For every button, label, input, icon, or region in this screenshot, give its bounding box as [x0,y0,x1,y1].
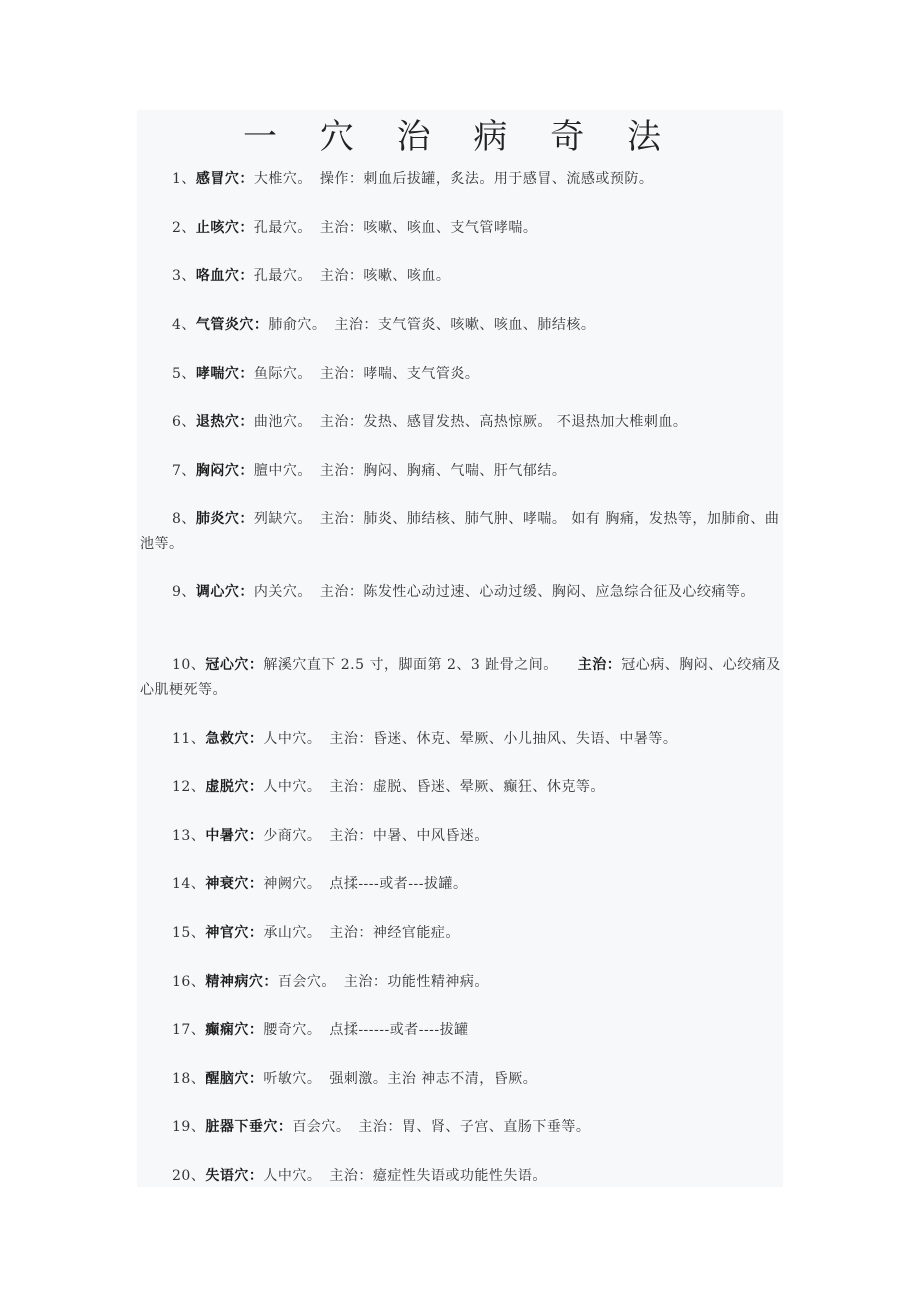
entry-number: 16、 [172,974,206,990]
entry-description: 主治：虚脱、昏迷、晕厥、癫狂、休克等。 [329,779,605,795]
entry-acupoint: 膻中穴。 [253,463,312,479]
entry-number: 11、 [172,731,206,747]
entry-name: 急救穴： [205,731,264,747]
entry-acupoint: 腰奇穴。 [263,1022,322,1038]
entry-acupoint: 解溪穴直下 2.5 寸，脚面第 2、3 趾骨之间。 [263,657,558,673]
entry-description: 主治：胃、肾、子宫、直肠下垂等。 [358,1119,591,1135]
entry-item [140,580,788,605]
entry-acupoint: 列缺穴。 [253,511,312,527]
entry-name: 感冒穴： [195,171,254,187]
entry-number: 7、 [172,463,196,479]
entry-item [140,1018,788,1043]
entry-item [140,264,788,289]
entry-name: 醒脑穴： [205,1071,264,1087]
entry-number: 2、 [172,220,196,236]
entry-number: 5、 [172,366,196,382]
entry-number: 10、 [172,657,206,673]
entry-number: 15、 [172,925,206,941]
entry-number: 18、 [172,1071,206,1087]
entry-item [140,727,788,752]
entry-number: 17、 [172,1022,206,1038]
entry-description: 主治：癔症性失语或功能性失语。 [329,1168,547,1184]
entry-keyword: 主治： [577,657,622,673]
entry-item [140,507,788,557]
entry-acupoint: 鱼际穴。 [253,366,312,382]
entry-item [140,313,788,338]
entry-acupoint: 少商穴。 [263,828,322,844]
entry-acupoint: 内关穴。 [253,584,312,600]
entry-description: 主治：哮喘、支气管炎。 [319,366,480,382]
entry-acupoint: 人中穴。 [263,731,322,747]
entry-description: 主治：支气管炎、咳嗽、咳血、肺结核。 [334,317,596,333]
entry-description: 强刺激。主治 神志不清，昏厥。 [329,1071,538,1087]
entry-acupoint: 听敏穴。 [263,1071,322,1087]
entry-description: 主治：咳嗽、咳血、支气管哮喘。 [319,220,538,236]
entry-item [140,1115,788,1140]
entry-description: 主治：中暑、中风昏迷。 [329,828,489,844]
entry-number: 9、 [172,584,196,600]
entry-name: 退热穴： [195,414,254,430]
entry-number: 13、 [172,828,206,844]
entry-name: 精神病穴： [205,974,278,990]
entry-number: 19、 [172,1119,206,1135]
entry-item [140,1164,788,1189]
entry-number: 20、 [172,1168,206,1184]
entry-name: 冠心穴： [205,657,264,673]
entry-name: 神衰穴： [205,876,264,892]
entry-description: 主治：发热、感冒发热、高热惊厥。 不退热加大椎刺血。 [319,414,688,430]
entry-item [140,1067,788,1092]
entry-acupoint: 承山穴。 [263,925,322,941]
entry-description: 主治：功能性精神病。 [343,974,489,990]
entry-acupoint: 孔最穴。 [253,220,312,236]
entry-item [140,872,788,897]
entry-name: 肺炎穴： [195,511,254,527]
entry-acupoint: 神阙穴。 [263,876,322,892]
entry-acupoint: 肺俞穴。 [268,317,327,333]
entry-name: 咯血穴： [195,268,254,284]
entry-acupoint: 曲池穴。 [253,414,312,430]
entry-number: 1、 [172,171,196,187]
entry-item [140,459,788,484]
entry-description: 冠心病、胸闷、心绞痛及心肌梗死等。 [140,657,781,698]
entry-number: 14、 [172,876,206,892]
entry-item [140,653,788,703]
entry-description: 主治：肺炎、肺结核、肺气肿、哮喘。 如有 胸痛，发热等，加肺俞、曲池等。 [140,511,780,552]
entry-item [140,921,788,946]
entry-name: 止咳穴： [195,220,254,236]
entry-description: 点揉----或者---拔罐。 [329,876,468,892]
entry-number: 12、 [172,779,206,795]
entry-description: 操作：刺血后拔罐，炙法。用于感冒、流感或预防。 [319,171,654,187]
entry-item [140,410,788,435]
entry-number: 8、 [172,511,196,527]
entry-acupoint: 孔最穴。 [253,268,312,284]
entry-item [140,167,788,192]
entry-description: 主治：陈发性心动过速、心动过缓、胸闷、应急综合征及心绞痛等。 [319,584,755,600]
entry-description: 点揉------或者----拔罐 [329,1022,469,1038]
entry-name: 神官穴： [205,925,264,941]
entry-name: 气管炎穴： [195,317,269,333]
entry-acupoint: 百会穴。 [292,1119,351,1135]
entry-acupoint: 人中穴。 [263,779,322,795]
entry-item [140,362,788,387]
entry-number: 6、 [172,414,196,430]
entry-name: 哮喘穴： [195,366,254,382]
entry-acupoint: 百会穴。 [277,974,336,990]
entry-name: 胸闷穴： [195,463,254,479]
entry-name: 癫痫穴： [205,1022,264,1038]
entry-item [140,824,788,849]
entry-name: 中暑穴： [205,828,264,844]
entry-number: 3、 [172,268,196,284]
entry-acupoint: 大椎穴。 [253,171,312,187]
entry-description: 主治：昏迷、休克、晕厥、小儿抽风、失语、中暑等。 [329,731,678,747]
entry-name: 失语穴： [205,1168,264,1184]
entry-item [140,775,788,800]
entry-description: 主治：胸闷、胸痛、气喘、肝气郁结。 [319,463,567,479]
entry-description: 主治：神经官能症。 [329,925,460,941]
entry-name: 脏器下垂穴： [205,1119,293,1135]
entry-item [140,970,788,995]
page-title: 一 穴 治 病 奇 法 [242,117,678,157]
entry-number: 4、 [172,317,196,333]
entry-name: 调心穴： [195,584,254,600]
entry-name: 虚脱穴： [205,779,264,795]
entry-acupoint: 人中穴。 [263,1168,322,1184]
entry-item [140,216,788,241]
entry-description: 主治：咳嗽、咳血。 [319,268,451,284]
